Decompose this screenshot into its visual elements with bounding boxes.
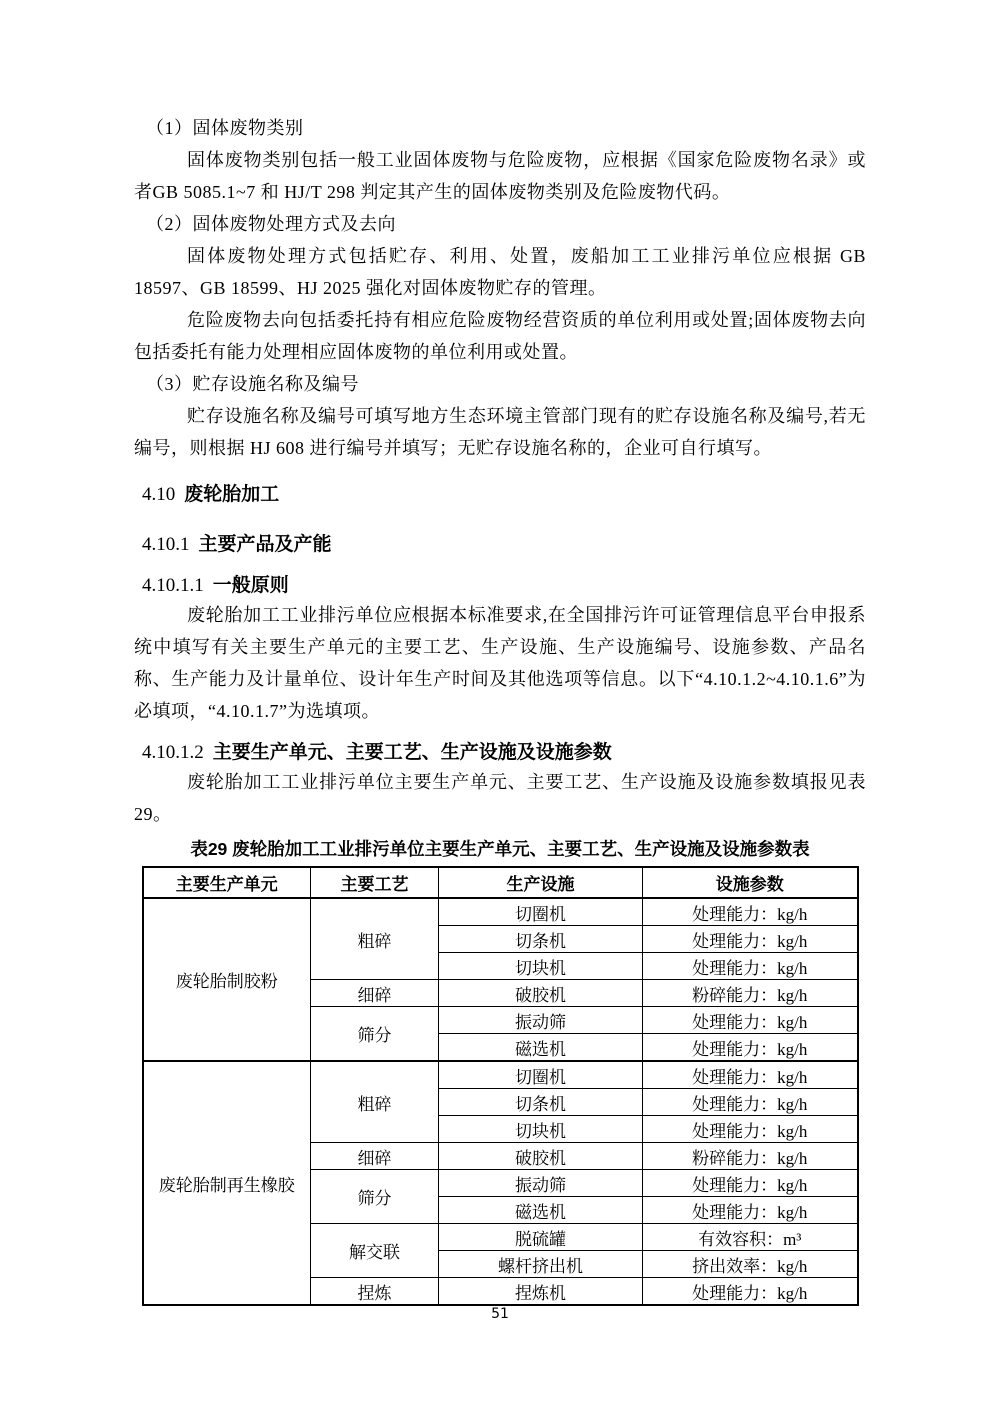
equipment-cell: 振动筛 [439,1007,643,1034]
equipment-cell: 破胶机 [439,980,643,1007]
section-title: 主要产品及产能 [198,534,332,555]
process-cell: 解交联 [311,1224,439,1278]
clause-3-label: （3）贮存设施名称及编号 [146,374,359,394]
equipment-cell: 切圈机 [439,1061,643,1089]
process-cell: 筛分 [311,1170,439,1224]
param-cell: 粉碎能力：kg/h [643,1143,858,1170]
table-header-row [143,867,858,898]
column-header-production-facility: 生产设施 [439,867,643,898]
clause-2-body-2: 危险废物去向包括委托持有相应危险废物经营资质的单位利用或处置;固体废物去向包括委托有能力处理相应固体废物的单位利用或处置。 [134,310,866,362]
process-cell: 粗碎 [311,898,439,980]
section-heading-4-10-1-2 [142,740,866,766]
equipment-cell: 切条机 [439,1089,643,1116]
section-heading-4-10 [142,482,866,508]
param-cell: 处理能力：kg/h [643,1278,858,1306]
equipment-cell: 破胶机 [439,1143,643,1170]
equipment-cell: 振动筛 [439,1170,643,1197]
table-row [143,898,858,926]
unit-cell: 废轮胎制胶粉 [143,898,311,1061]
param-cell: 处理能力：kg/h [643,1170,858,1197]
section-title: 一般原则 [212,575,289,596]
clause-2-label: （2）固体废物处理方式及去向 [146,214,396,234]
process-cell: 筛分 [311,1007,439,1062]
param-cell: 处理能力：kg/h [643,1007,858,1034]
param-cell: 处理能力：kg/h [643,1034,858,1062]
param-cell: 处理能力：kg/h [643,953,858,980]
param-cell: 处理能力：kg/h [643,1116,858,1143]
section-number: 4.10.1 [142,534,190,555]
param-cell: 处理能力：kg/h [643,1089,858,1116]
section-number: 4.10.1.2 [142,742,204,763]
table-29-facility-parameters [142,866,859,1306]
section-heading-4-10-1-1 [142,573,866,599]
param-cell: 有效容积：m³ [643,1224,858,1251]
param-cell: 粉碎能力：kg/h [643,980,858,1007]
table-row [143,1061,858,1089]
section-number: 4.10 [142,484,176,505]
process-cell: 细碎 [311,980,439,1007]
column-header-main-process: 主要工艺 [311,867,439,898]
unit-cell: 废轮胎制再生橡胶 [143,1061,311,1305]
equipment-cell: 磁选机 [439,1034,643,1062]
param-cell: 处理能力：kg/h [643,926,858,953]
equipment-cell: 捏炼机 [439,1278,643,1306]
equipment-cell: 切块机 [439,1116,643,1143]
param-cell: 处理能力：kg/h [643,1061,858,1089]
process-cell: 粗碎 [311,1061,439,1143]
param-cell: 处理能力：kg/h [643,898,858,926]
equipment-cell: 切圈机 [439,898,643,926]
equipment-cell: 螺杆挤出机 [439,1251,643,1278]
column-header-facility-parameter: 设施参数 [643,867,858,898]
page-number: 51 [491,1306,509,1322]
param-cell: 挤出效率：kg/h [643,1251,858,1278]
clause-3-body: 贮存设施名称及编号可填写地方生态环境主管部门现有的贮存设施名称及编号,若无编号，则根据 HJ 608 进行编号并填写；无贮存设施名称的，企业可自行填写。 [134,406,866,458]
clause-1-body: 固体废物类别包括一般工业固体废物与危险废物，应根据《国家危险废物名录》或者GB 5085.1~7 和 HJ/T 298 判定其产生的固体废物类别及危险废物代码。 [134,150,866,202]
process-cell: 捏炼 [311,1278,439,1306]
column-header-production-unit: 主要生产单元 [143,867,311,898]
section-heading-4-10-1 [142,532,866,558]
general-principle-paragraph: 废轮胎加工工业排污单位应根据本标准要求,在全国排污许可证管理信息平台申报系统中填写有关主要生产单元的主要工艺、生产设施、生产设施编号、设施参数、产品名称、生产能力及计量单位、设计年生产时间及其他选项等信息。以下“4.10.1.2~4.10.1.6”为必填项，“4.10.1.7”为选填项。 [134,605,866,721]
section-number: 4.10.1.1 [142,575,204,596]
table-caption: 表29 废轮胎加工工业排污单位主要生产单元、主要工艺、生产设施及设施参数表 [190,839,810,859]
process-cell: 细碎 [311,1143,439,1170]
section-title: 废轮胎加工 [184,484,280,505]
equipment-cell: 切块机 [439,953,643,980]
equipment-cell: 脱硫罐 [439,1224,643,1251]
section-title: 主要生产单元、主要工艺、生产设施及设施参数 [212,742,612,763]
clause-2-body: 固体废物处理方式包括贮存、利用、处置，废船加工工业排污单位应根据 GB 18597、GB 18599、HJ 2025 强化对固体废物贮存的管理。 [134,246,866,298]
equipment-cell: 磁选机 [439,1197,643,1224]
param-cell: 处理能力：kg/h [643,1197,858,1224]
clause-1-label: （1）固体废物类别 [146,118,304,138]
equipment-cell: 切条机 [439,926,643,953]
table-intro-paragraph: 废轮胎加工工业排污单位主要生产单元、主要工艺、生产设施及设施参数填报见表29。 [134,772,866,824]
